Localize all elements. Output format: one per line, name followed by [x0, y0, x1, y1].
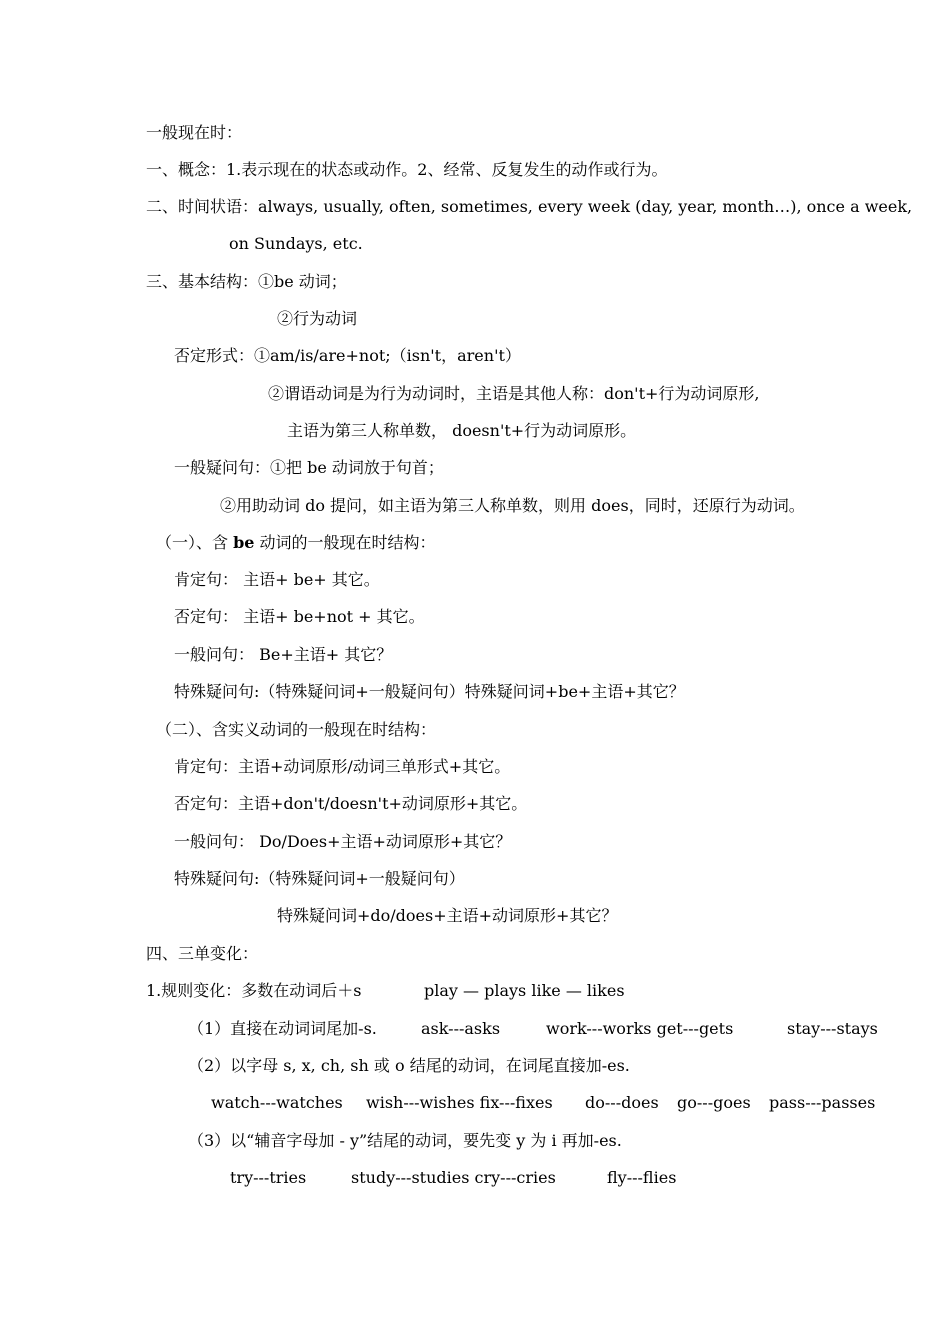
- rule1-sub1-example: work---works get---gets: [546, 1019, 734, 1038]
- rule1-sub2-example: go---goes: [677, 1093, 751, 1112]
- rule1-sub3-label: （3）以“辅音字母加 - y”结尾的动词，要先变 y 为 i 再加-es.: [188, 1131, 622, 1150]
- section1-title: [156, 533, 436, 553]
- section2-negative: 否定句：主语+don't/doesn't+动词原形+其它。: [174, 794, 528, 813]
- time-adverbs-line: 二、时间状语：always, usually, often, sometimes, every week (day, year, month…), once a week,: [146, 197, 913, 216]
- time-adverbs-continued: on Sundays, etc.: [229, 234, 363, 253]
- rule1-sub2-example: do---does: [585, 1093, 659, 1112]
- rule1-sub1-example: ask---asks: [421, 1019, 501, 1038]
- rule1-sub2-example: wish---wishes fix---fixes: [366, 1093, 553, 1112]
- section1-title-bold: be: [233, 533, 255, 552]
- negative-verb-line: ②谓语动词是为行为动词时，主语是其他人称：don't+行为动词原形,: [268, 384, 760, 403]
- section1-special-question: 特殊疑问句:（特殊疑问词+一般疑问句）特殊疑问词+be+主语+其它？: [174, 682, 685, 701]
- section1-question: 一般问句： Be+主语+ 其它？: [174, 645, 393, 664]
- section4-title: 四、三单变化：: [146, 944, 259, 963]
- question-do-line: ②用助动词 do 提问，如主语为第三人称单数，则用 does，同时，还原行为动词。: [220, 496, 805, 515]
- negative-third-person-line: 主语为第三人称单数， doesn't+行为动词原形。: [287, 421, 637, 440]
- rule1-examples: play — plays like — likes: [424, 981, 625, 1000]
- rule1-sub3-example: study---studies cry---cries: [351, 1168, 556, 1187]
- section2-special-formula: 特殊疑问词+do/does+主语+动词原形+其它？: [277, 906, 618, 925]
- section2-title: （二）、含实义动词的一般现在时结构：: [156, 720, 437, 739]
- rule1-sub2-example: watch---watches: [211, 1093, 343, 1112]
- section1-title-pre: （一）、含: [156, 533, 234, 552]
- section1-affirmative: 肯定句： 主语+ be+ 其它。: [174, 570, 380, 589]
- rule1-sub1-label: （1）直接在动词词尾加-s.: [188, 1019, 377, 1038]
- doc-title: 一般现在时：: [146, 123, 243, 142]
- section2-affirmative: 肯定句：主语+动词原形/动词三单形式+其它。: [174, 757, 511, 776]
- structure-be-line: 三、基本结构：①be 动词；: [146, 272, 347, 291]
- structure-verb-line: ②行为动词: [277, 309, 358, 328]
- negative-form-line: 否定形式：①am/is/are+not;（isn't，aren't）: [174, 346, 521, 365]
- rule1-sub1-example: stay---stays: [787, 1019, 878, 1038]
- concept-line: 一、概念：1.表示现在的状态或动作。2、经常、反复发生的动作或行为。: [146, 160, 668, 179]
- rule1-sub2-example: pass---passes: [769, 1093, 876, 1112]
- rule1-sub3-example: fly---flies: [607, 1168, 677, 1187]
- rule1-sub2-label: （2）以字母 s, x, ch, sh 或 o 结尾的动词，在词尾直接加-es.: [188, 1056, 630, 1075]
- rule1-line: 1.规则变化：多数在动词后＋s: [146, 981, 362, 1000]
- section1-negative: 否定句： 主语+ be+not + 其它。: [174, 607, 425, 626]
- section2-special-question: 特殊疑问句:（特殊疑问词+一般疑问句）: [174, 869, 465, 888]
- rule1-sub3-example: try---tries: [230, 1168, 307, 1187]
- section2-question: 一般问句： Do/Does+主语+动词原形+其它？: [174, 832, 512, 851]
- section1-title-post: 动词的一般现在时结构：: [254, 533, 436, 552]
- question-be-line: 一般疑问句：①把 be 动词放于句首；: [174, 458, 444, 477]
